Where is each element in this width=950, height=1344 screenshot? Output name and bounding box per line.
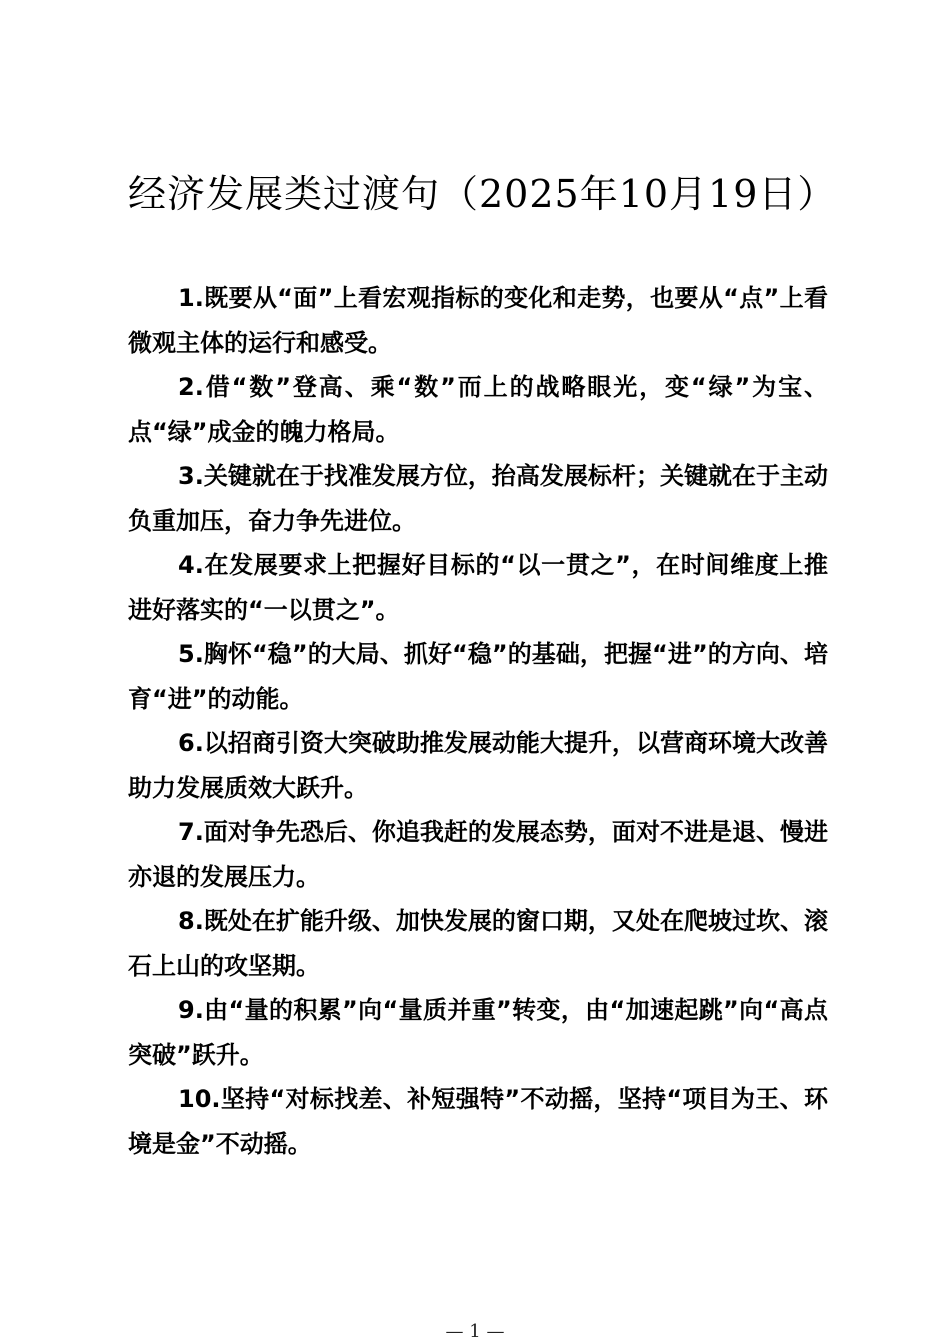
paragraph-6: 6.以招商引资大突破助推发展动能大提升，以营商环境大改善助力发展质效大跃升。 — [128, 729, 828, 802]
paragraph-3: 3.关键就在于找准发展方位，抬高发展标杆；关键就在于主动负重加压，奋力争先进位。 — [128, 462, 828, 535]
paragraph-list — [128, 276, 828, 1166]
paragraph-8: 8.既处在扩能升级、加快发展的窗口期，又处在爬坡过坎、滚石上山的攻坚期。 — [128, 907, 828, 980]
paragraph-7: 7.面对争先恐后、你追我赶的发展态势，面对不进是退、慢进亦退的发展压力。 — [128, 818, 828, 891]
paragraph-10: 10.坚持“对标找差、补短强特”不动摇，坚持“项目为王、环境是金”不动摇。 — [128, 1085, 828, 1158]
page-number: — 1 — — [445, 1321, 505, 1342]
document-title: 经济发展类过渡句（2025年10月19日） — [128, 172, 837, 216]
paragraph-5: 5.胸怀“稳”的大局、抓好“稳”的基础，把握“进”的方向、培育“进”的动能。 — [128, 640, 828, 713]
paragraph-2: 2.借“数”登高、乘“数”而上的战略眼光，变“绿”为宝、点“绿”成金的魄力格局。 — [128, 373, 828, 446]
paragraph-9: 9.由“量的积累”向“量质并重”转变，由“加速起跳”向“高点突破”跃升。 — [128, 996, 828, 1069]
paragraph-4: 4.在发展要求上把握好目标的“以一贯之”，在时间维度上推进好落实的“一以贯之”。 — [128, 551, 828, 624]
paragraph-1: 1.既要从“面”上看宏观指标的变化和走势，也要从“点”上看微观主体的运行和感受。 — [128, 284, 828, 357]
